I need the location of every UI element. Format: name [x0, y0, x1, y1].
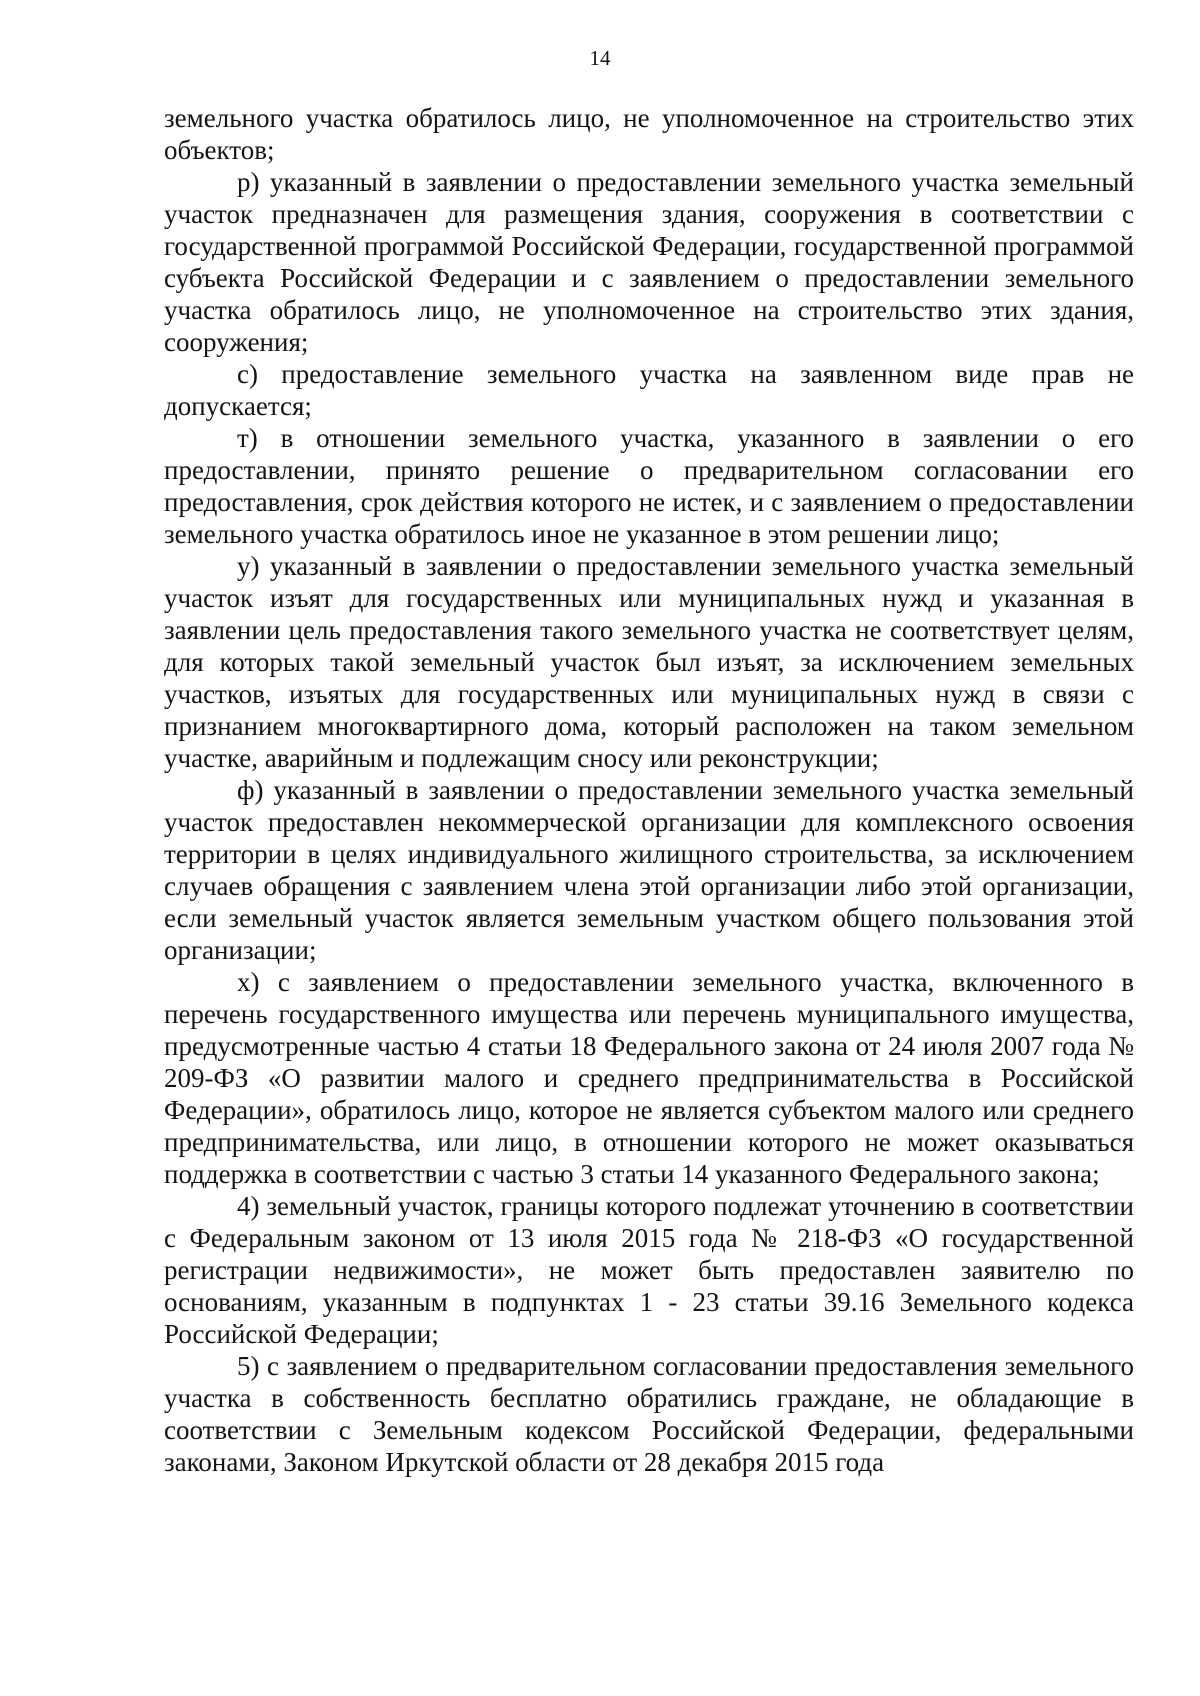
paragraph-item-u: у) указанный в заявлении о предоставлении земельного участка земельный участок изъят для государственных или муниципальных нужд и указанная в заявлении цель предоставления такого земельного участка не соответствует целям, для которых такой земельный участок был изъят, за исключением земельных участков, изъятых для государственных или муниципальных нужд в связи с признанием многоквартирного дома, который расположен на таком земельном участке, аварийным и подлежащим сносу или реконструкции;	[164, 551, 1134, 773]
paragraph-item-5: 5) с заявлением о предварительном согласовании предоставления земельного участка в собственность бесплатно обратились граждане, не обладающие в соответствии с Земельным кодексом Российской Федерации, федеральными законами, Законом Иркутской области от 28 декабря 2015 года	[164, 1351, 1134, 1477]
paragraph-item-kh: х) с заявлением о предоставлении земельного участка, включенного в перечень государственного имущества или перечень муниципального имущества, предусмотренные частью 4 статьи 18 Федерального закона от 24 июля 2007 года № 209-ФЗ «О развитии малого и среднего предпринимательства в Российской Федерации», обратилось лицо, которое не является субъектом малого или среднего предпринимательства, или лицо, в отношении которого не может оказываться поддержка в соответствии с частью 3 статьи 14 указанного Федерального закона;	[164, 967, 1134, 1189]
page-number: 14	[589, 46, 611, 70]
paragraph-item-t: т) в отношении земельного участка, указанного в заявлении о его предоставлении, принято решение о предварительном согласовании его предоставления, срок действия которого не истек, и с заявлением о предоставлении земельного участка обратилось иное не указанное в этом решении лицо;	[164, 423, 1134, 549]
paragraph-item-s: с) предоставление земельного участка на заявленном виде прав не допускается;	[164, 359, 1134, 421]
paragraph-item-f: ф) указанный в заявлении о предоставлении земельного участка земельный участок предоставлен некоммерческой организации для комплексного освоения территории в целях индивидуального жилищного строительства, за исключением случаев обращения с заявлением члена этой организации либо этой организации, если земельный участок является земельным участком общего пользования этой организации;	[164, 775, 1134, 965]
paragraph-continuation: земельного участка обратилось лицо, не уполномоченное на строительство этих объектов;	[164, 103, 1134, 165]
paragraph-item-r: р) указанный в заявлении о предоставлении земельного участка земельный участок предназначен для размещения здания, сооружения в соответствии с государственной программой Российской Федерации, государственной программой субъекта Российской Федерации и с заявлением о предоставлении земельного участка обратилось лицо, не уполномоченное на строительство этих здания, сооружения;	[164, 167, 1134, 357]
paragraph-item-4: 4) земельный участок, границы которого подлежат уточнению в соответствии с Федеральным законом от 13 июля 2015 года № 218-ФЗ «О государственной регистрации недвижимости», не может быть предоставлен заявителю по основаниям, указанным в подпунктах 1 - 23 статьи 39.16 Земельного кодекса Российской Федерации;	[164, 1191, 1134, 1349]
document-body	[164, 102, 1134, 1478]
